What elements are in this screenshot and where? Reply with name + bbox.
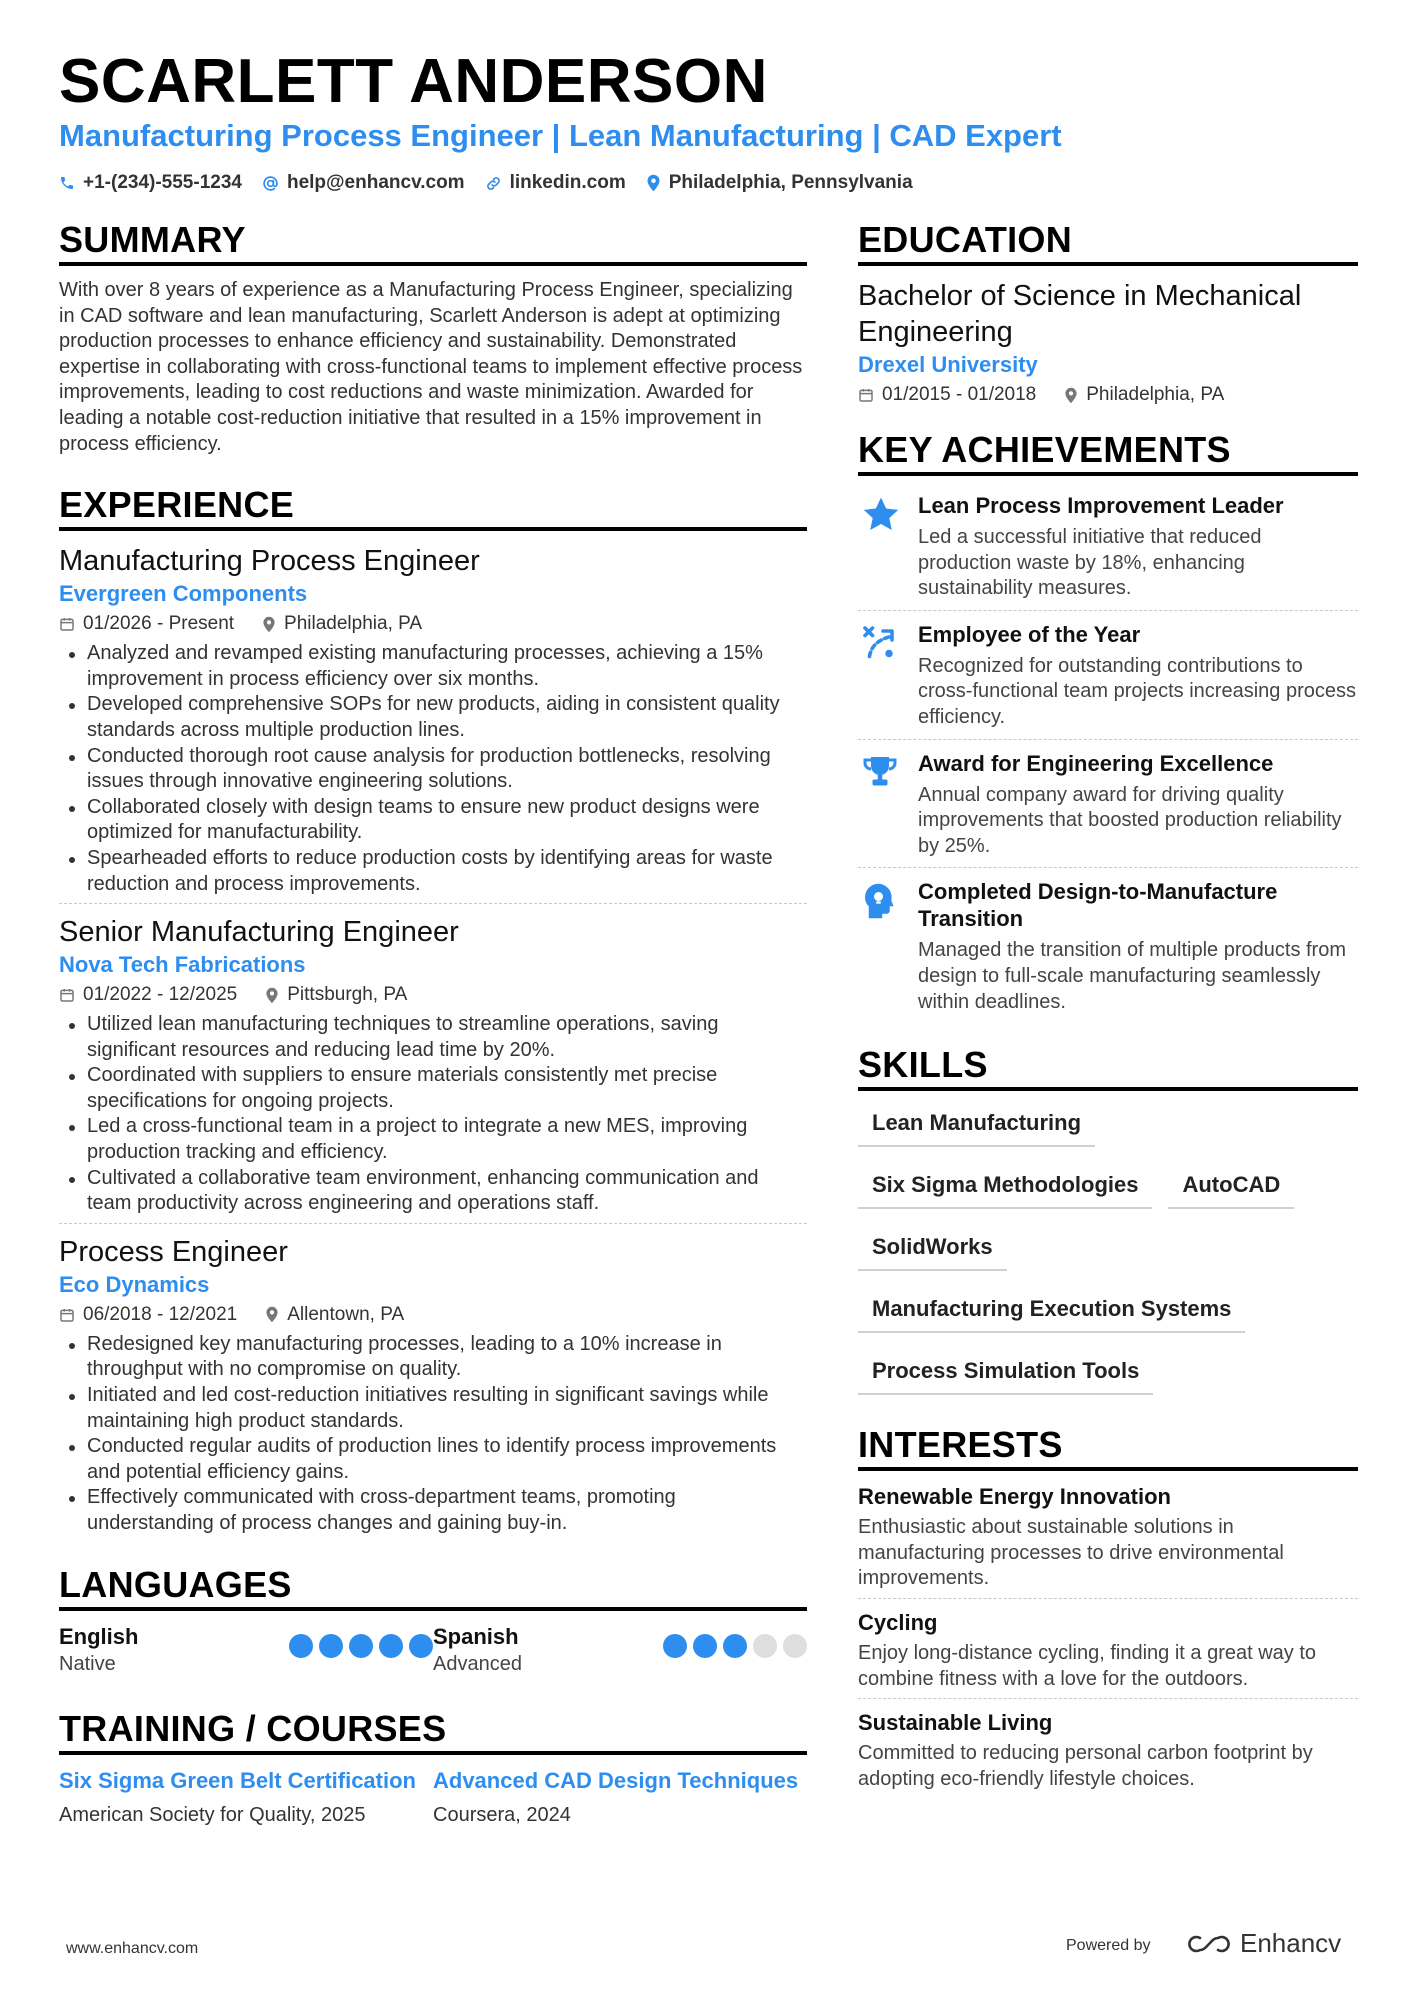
- contact-bar: [59, 168, 933, 198]
- job-entry: [59, 1234, 807, 1537]
- job-title: Manufacturing Process Engineer: [59, 545, 480, 578]
- divider: [858, 739, 1358, 740]
- education-section: [858, 218, 1358, 410]
- job-meta: [59, 1300, 807, 1330]
- footer-url[interactable]: www.enhancv.com: [66, 1940, 199, 1957]
- candidate-title: Manufacturing Process Engineer | Lean Manufacturing | CAD Expert: [59, 118, 1062, 153]
- location-pin-icon: [646, 174, 661, 192]
- job-bullet: Cultivated a collaborative team environment, enhancing communication and team productivity across engineering and operations staff.: [59, 1166, 807, 1217]
- job-bullets: [59, 641, 807, 897]
- achievement-desc: Managed the transition of multiple products from design to full-scale manufacturing seamlessly within deadlines.: [918, 939, 1346, 1013]
- job-location: [265, 980, 407, 1010]
- contact-location: [646, 172, 913, 194]
- achievement-body: [918, 621, 1358, 731]
- job-bullet: Redesigned key manufacturing processes, leading to a 10% increase in throughput with no compromise on quality.: [59, 1332, 807, 1383]
- education-location: [1064, 380, 1224, 410]
- contact-linkedin[interactable]: [485, 172, 626, 194]
- job-dates: [59, 609, 234, 639]
- achievement-title: Employee of the Year: [918, 621, 1141, 647]
- job-location-text: Philadelphia, PA: [284, 613, 423, 635]
- achievement-title: Lean Process Improvement Leader: [918, 493, 1284, 518]
- training-heading: TRAINING / COURSES: [59, 1707, 807, 1755]
- job-company: Eco Dynamics: [59, 1271, 210, 1297]
- calendar-icon: [59, 616, 75, 632]
- job-title: Senior Manufacturing Engineer: [59, 916, 459, 949]
- experience-heading: EXPERIENCE: [59, 483, 807, 531]
- training-section: [59, 1707, 807, 1828]
- skills-section: [858, 1043, 1358, 1413]
- location-text: Philadelphia, Pennsylvania: [668, 172, 913, 193]
- job-bullet: Analyzed and revamped existing manufacturing processes, achieving a 15% improvement in process efficiency over six months.: [59, 641, 807, 692]
- job-bullet: Developed comprehensive SOPs for new products, aiding in consistent quality standards across multiple production lines.: [59, 692, 807, 743]
- contact-email[interactable]: [262, 172, 465, 194]
- education-meta: [858, 380, 1358, 410]
- job-bullet: Collaborated closely with design teams to ensure new product designs were optimized for manufacturability.: [59, 795, 807, 846]
- achievement-item: [858, 874, 1358, 1015]
- course-org: American Society for Quality, 2025: [59, 1803, 366, 1826]
- achievement-item: [858, 746, 1358, 860]
- languages-heading: LANGUAGES: [59, 1563, 807, 1611]
- language-level: Advanced: [433, 1652, 522, 1675]
- job-bullets: [59, 1332, 807, 1537]
- interest-item: [858, 1709, 1358, 1792]
- skill-tag: Six Sigma Methodologies: [858, 1165, 1152, 1209]
- skill-tag: SolidWorks: [858, 1227, 1007, 1271]
- education-degree: Bachelor of Science in Mechanical Engineering: [858, 280, 1302, 348]
- calendar-icon: [59, 987, 75, 1003]
- achievement-title: Completed Design-to-Manufacture Transition: [918, 879, 1278, 932]
- job-dates-text: 01/2022 - 12/2025: [83, 984, 238, 1006]
- job-bullet: Led a cross-functional team in a project to integrate a new MES, improving production tracking and efficiency.: [59, 1114, 807, 1165]
- achievement-icon-wrap: [858, 492, 918, 602]
- trophy-icon: [862, 754, 898, 790]
- summary-section: [59, 218, 807, 457]
- head-idea-icon: [862, 882, 898, 920]
- location-pin-icon: [265, 1306, 279, 1323]
- interest-desc: Enjoy long-distance cycling, finding it a great way to combine fitness with a love for the outdoors.: [858, 1641, 1317, 1690]
- achievement-item: [858, 488, 1358, 602]
- rating-dot-filled: [723, 1634, 747, 1658]
- interests-section: [858, 1423, 1358, 1792]
- rating-dot-filled: [349, 1634, 373, 1658]
- job-bullet: Coordinated with suppliers to ensure materials consistently met precise specifications for ongoing projects.: [59, 1063, 807, 1114]
- language-name: Spanish: [433, 1623, 519, 1649]
- achievements-section: [858, 428, 1358, 1015]
- location-pin-icon: [1064, 387, 1078, 404]
- right-column: [858, 218, 1358, 1792]
- achievement-item: [858, 617, 1358, 731]
- job-location: [265, 1300, 404, 1330]
- experience-section: [59, 483, 807, 1536]
- rating-dot-empty: [753, 1634, 777, 1658]
- languages-list: [59, 1623, 807, 1677]
- achievement-title: Award for Engineering Excellence: [918, 750, 1274, 776]
- brand-name: Enhancv: [1240, 1928, 1342, 1958]
- job-meta: [59, 609, 807, 639]
- achievement-desc: Annual company award for driving quality improvements that boosted production reliability by 25%.: [918, 783, 1342, 857]
- summary-heading: SUMMARY: [59, 218, 807, 266]
- email-text: help@enhancv.com: [286, 172, 465, 193]
- course-org: Coursera, 2024: [433, 1803, 571, 1826]
- skills-row: [858, 1289, 1358, 1351]
- skill-tag: Manufacturing Execution Systems: [858, 1289, 1245, 1333]
- interest-desc: Committed to reducing personal carbon footprint by adopting eco-friendly lifestyle choices.: [858, 1742, 1313, 1790]
- job-dates: [59, 980, 237, 1010]
- skills-row: [858, 1165, 1358, 1227]
- job-dates-text: 01/2026 - Present: [83, 613, 235, 635]
- job-dates-text: 06/2018 - 12/2021: [83, 1303, 238, 1325]
- interest-title: Renewable Energy Innovation: [858, 1484, 1171, 1510]
- candidate-name: SCARLETT ANDERSON: [59, 47, 768, 116]
- skill-tag: Process Simulation Tools: [858, 1351, 1153, 1395]
- brand-logo[interactable]: [1186, 1928, 1341, 1959]
- calendar-icon: [59, 1307, 75, 1323]
- phone-text: +1-(234)-555-1234: [83, 172, 242, 193]
- divider: [858, 1598, 1358, 1599]
- language-level: Native: [59, 1652, 116, 1675]
- calendar-icon: [858, 387, 874, 403]
- job-meta: [59, 980, 807, 1010]
- job-location-text: Pittsburgh, PA: [287, 984, 408, 1006]
- linkedin-text: linkedin.com: [509, 172, 626, 193]
- achievement-desc: Recognized for outstanding contributions to cross-functional team projects increasing process efficiency.: [918, 654, 1356, 728]
- job-bullet: Effectively communicated with cross-department teams, promoting understanding of process changes and gaining buy-in.: [59, 1485, 807, 1536]
- job-bullet: Conducted regular audits of production lines to identify process improvements and potential efficiency gains.: [59, 1434, 807, 1485]
- achievement-body: [918, 878, 1358, 1015]
- phone-icon: [59, 175, 75, 191]
- course-item: [433, 1767, 807, 1828]
- education-dates: [858, 380, 1036, 410]
- languages-section: [59, 1563, 807, 1677]
- job-title: Process Engineer: [59, 1235, 288, 1268]
- rating-dot-filled: [663, 1634, 687, 1658]
- language-item: [59, 1623, 433, 1677]
- skills-row: [858, 1103, 1358, 1165]
- rating-dot-filled: [409, 1634, 433, 1658]
- at-icon: [262, 175, 279, 192]
- achievements-heading: KEY ACHIEVEMENTS: [858, 428, 1358, 476]
- location-pin-icon: [262, 616, 276, 633]
- rating-dot-filled: [379, 1634, 403, 1658]
- language-rating: [657, 1633, 807, 1659]
- divider: [59, 1223, 807, 1224]
- achievement-icon-wrap: [858, 878, 918, 1015]
- job-location-text: Allentown, PA: [287, 1303, 405, 1325]
- divider: [59, 903, 807, 904]
- education-heading: EDUCATION: [858, 218, 1358, 266]
- interest-title: Sustainable Living: [858, 1710, 1053, 1736]
- job-dates: [59, 1300, 237, 1330]
- job-bullet: Initiated and led cost-reduction initiatives resulting in significant savings while maintaining high product standards.: [59, 1383, 807, 1434]
- course-name: Six Sigma Green Belt Certification: [59, 1767, 416, 1793]
- achievement-icon-wrap: [858, 750, 918, 860]
- job-bullets: [59, 1012, 807, 1217]
- education-school: Drexel University: [858, 352, 1038, 377]
- skills-heading: SKILLS: [858, 1043, 1358, 1091]
- job-company: Nova Tech Fabrications: [59, 952, 306, 978]
- skills-row: [858, 1351, 1358, 1413]
- interests-heading: INTERESTS: [858, 1423, 1358, 1471]
- interest-desc: Enthusiastic about sustainable solutions in manufacturing processes to drive environmental improvements.: [858, 1516, 1284, 1590]
- skills-list: [858, 1103, 1358, 1413]
- contact-phone[interactable]: [59, 172, 242, 194]
- skill-tag: Lean Manufacturing: [858, 1103, 1095, 1147]
- rating-dot-filled: [289, 1634, 313, 1658]
- achievement-desc: Led a successful initiative that reduced production waste by 18%, enhancing sustainability measures.: [918, 526, 1262, 600]
- interest-item: [858, 1483, 1358, 1592]
- skills-row: [858, 1227, 1358, 1289]
- language-rating: [283, 1633, 433, 1659]
- job-location: [262, 609, 422, 639]
- job-bullet: Conducted thorough root cause analysis for production bottlenecks, resolving issues through innovative engineering solutions.: [59, 744, 807, 795]
- interest-item: [858, 1609, 1358, 1692]
- education-location-text: Philadelphia, PA: [1086, 384, 1225, 405]
- divider: [858, 610, 1358, 611]
- summary-text: With over 8 years of experience as a Manufacturing Process Engineer, specializing in CAD software and lean manufacturing, Scarlett Anderson is adept at optimizing production processes to enhance efficiency and sustainability. Demonstrated expertise in collaborating with cross-functional teams to implement effective process improvements, leading to cost reductions and waste minimization. Awarded for leading a notable cost-reduction initiative that resulted in a 15% improvement in process efficiency.: [59, 279, 803, 455]
- course-item: [59, 1767, 433, 1828]
- job-bullet: Utilized lean manufacturing techniques to streamline operations, saving significant resources and reducing lead time by 20%.: [59, 1012, 807, 1063]
- strategy-icon: [862, 625, 898, 661]
- rating-dot-filled: [319, 1634, 343, 1658]
- job-entry: [59, 543, 807, 897]
- language-name: English: [59, 1623, 139, 1649]
- interest-title: Cycling: [858, 1609, 938, 1635]
- divider: [858, 867, 1358, 868]
- job-company: Evergreen Components: [59, 581, 308, 607]
- left-column: [59, 218, 807, 1828]
- link-icon: [485, 175, 502, 192]
- achievement-icon-wrap: [858, 621, 918, 731]
- enhancv-logo-icon: [1186, 1932, 1232, 1956]
- course-name: Advanced CAD Design Techniques: [433, 1767, 799, 1793]
- location-pin-icon: [265, 987, 279, 1004]
- achievement-body: [918, 750, 1358, 860]
- courses-list: [59, 1767, 807, 1828]
- language-item: [433, 1623, 807, 1677]
- rating-dot-empty: [783, 1634, 807, 1658]
- powered-by-label: Powered by: [1066, 1937, 1151, 1954]
- achievement-body: [918, 492, 1358, 602]
- divider: [858, 1698, 1358, 1699]
- skill-tag: AutoCAD: [1168, 1165, 1294, 1209]
- job-bullet: Spearheaded efforts to reduce production costs by identifying areas for waste reduction and process improvements.: [59, 846, 807, 897]
- star-icon: [862, 496, 900, 532]
- rating-dot-filled: [693, 1634, 717, 1658]
- education-dates-text: 01/2015 - 01/2018: [882, 384, 1037, 405]
- job-entry: [59, 914, 807, 1217]
